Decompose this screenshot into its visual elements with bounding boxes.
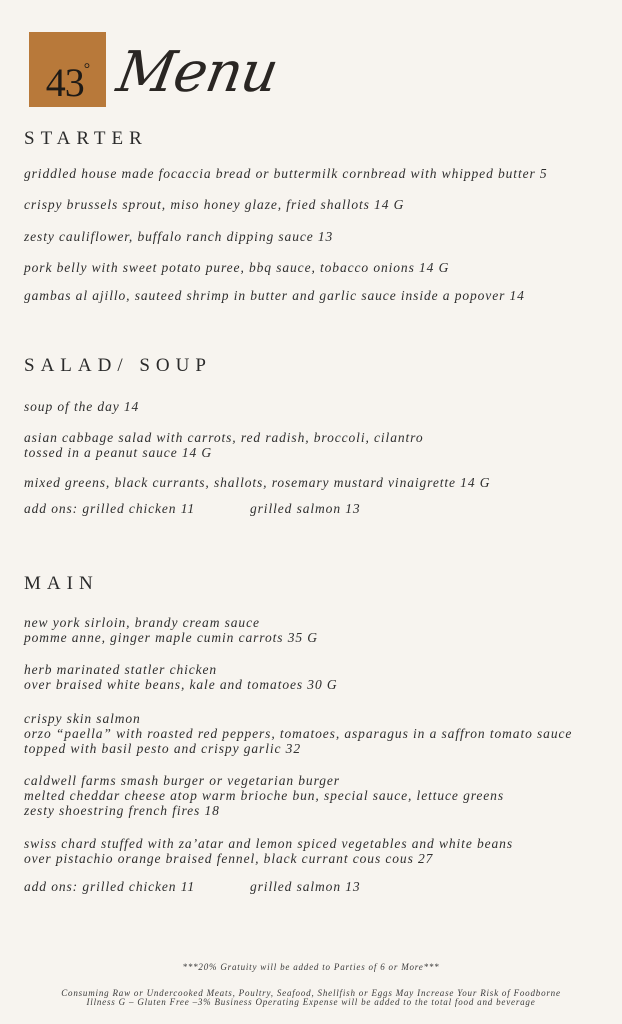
logo-degree: ° [83,61,90,78]
salmon-line-2: orzo “paella” with roasted red peppers, tomatoes, asparagus in a saffron tomato sauce [24,726,573,741]
starter-item-gambas: gambas al ajillo, sauteed shrimp in butter and garlic sauce inside a popover 14 [24,288,525,303]
starter-heading: STARTER [24,128,148,149]
chicken-line-1: herb marinated statler chicken [24,662,218,677]
menu-title: Menu [112,40,283,105]
cabbage-line-2: tossed in a peanut sauce 14 G [24,445,213,460]
salmon-line-1: crispy skin salmon [24,711,141,726]
main-item-sirloin [24,615,318,645]
sirloin-line-2: pomme anne, ginger maple cumin carrots 35 G [24,630,318,645]
main-item-burger [24,773,504,818]
gratuity-notice: ***20% Gratuity will be added to Parties of 6 or More*** [182,962,440,972]
restaurant-logo [29,32,106,107]
chicken-line-2: over braised white beans, kale and tomatoes 30 G [24,677,338,692]
salad-item-cabbage [24,430,423,460]
starter-item-pork-belly: pork belly with sweet potato puree, bbq sauce, tobacco onions 14 G [24,260,450,275]
food-warning-line-2: Illness G – Gluten Free –3% Business Operating Expense will be added to the total food and beverage [86,997,536,1007]
chard-line-1: swiss chard stuffed with za’atar and lemon spiced vegetables and white beans [24,836,513,851]
burger-line-1: caldwell farms smash burger or vegetarian burger [24,773,340,788]
main-heading: MAIN [24,573,99,594]
food-warning-line-1: Consuming Raw or Undercooked Meats, Poultry, Seafood, Shellfish or Eggs May Increase Your Risk of Foodborne [61,988,561,998]
main-item-chicken [24,662,338,692]
salad-item-soup: soup of the day 14 [24,399,140,414]
starter-item-cauliflower: zesty cauliflower, buffalo ranch dipping sauce 13 [24,229,334,244]
salad-addons [24,501,361,516]
starter-item-focaccia: griddled house made focaccia bread or buttermilk cornbread with whipped butter 5 [24,166,548,181]
sirloin-line-1: new york sirloin, brandy cream sauce [24,615,260,630]
chard-line-2: over pistachio orange braised fennel, black currant cous cous 27 [24,851,434,866]
cabbage-line-1: asian cabbage salad with carrots, red radish, broccoli, cilantro [24,430,424,445]
burger-line-3: zesty shoestring french fires 18 [24,803,220,818]
starter-item-brussels: crispy brussels sprout, miso honey glaze, fried shallots 14 G [24,197,405,212]
main-item-chard [24,836,513,866]
burger-line-2: melted cheddar cheese atop warm brioche bun, special sauce, lettuce greens [24,788,504,803]
salad-addon-chicken: add ons: grilled chicken 11 [24,501,196,516]
salad-addon-salmon: grilled salmon 13 [250,501,361,516]
logo-number: 43 [45,60,84,105]
salmon-line-3: topped with basil pesto and crispy garlic 32 [24,741,301,756]
main-addon-salmon: grilled salmon 13 [250,879,361,894]
main-item-salmon [24,711,572,756]
main-addons [24,879,361,894]
main-addon-chicken: add ons: grilled chicken 11 [24,879,196,894]
salad-soup-heading: SALAD/ SOUP [24,355,212,376]
salad-item-greens: mixed greens, black currants, shallots, rosemary mustard vinaigrette 14 G [24,475,491,490]
